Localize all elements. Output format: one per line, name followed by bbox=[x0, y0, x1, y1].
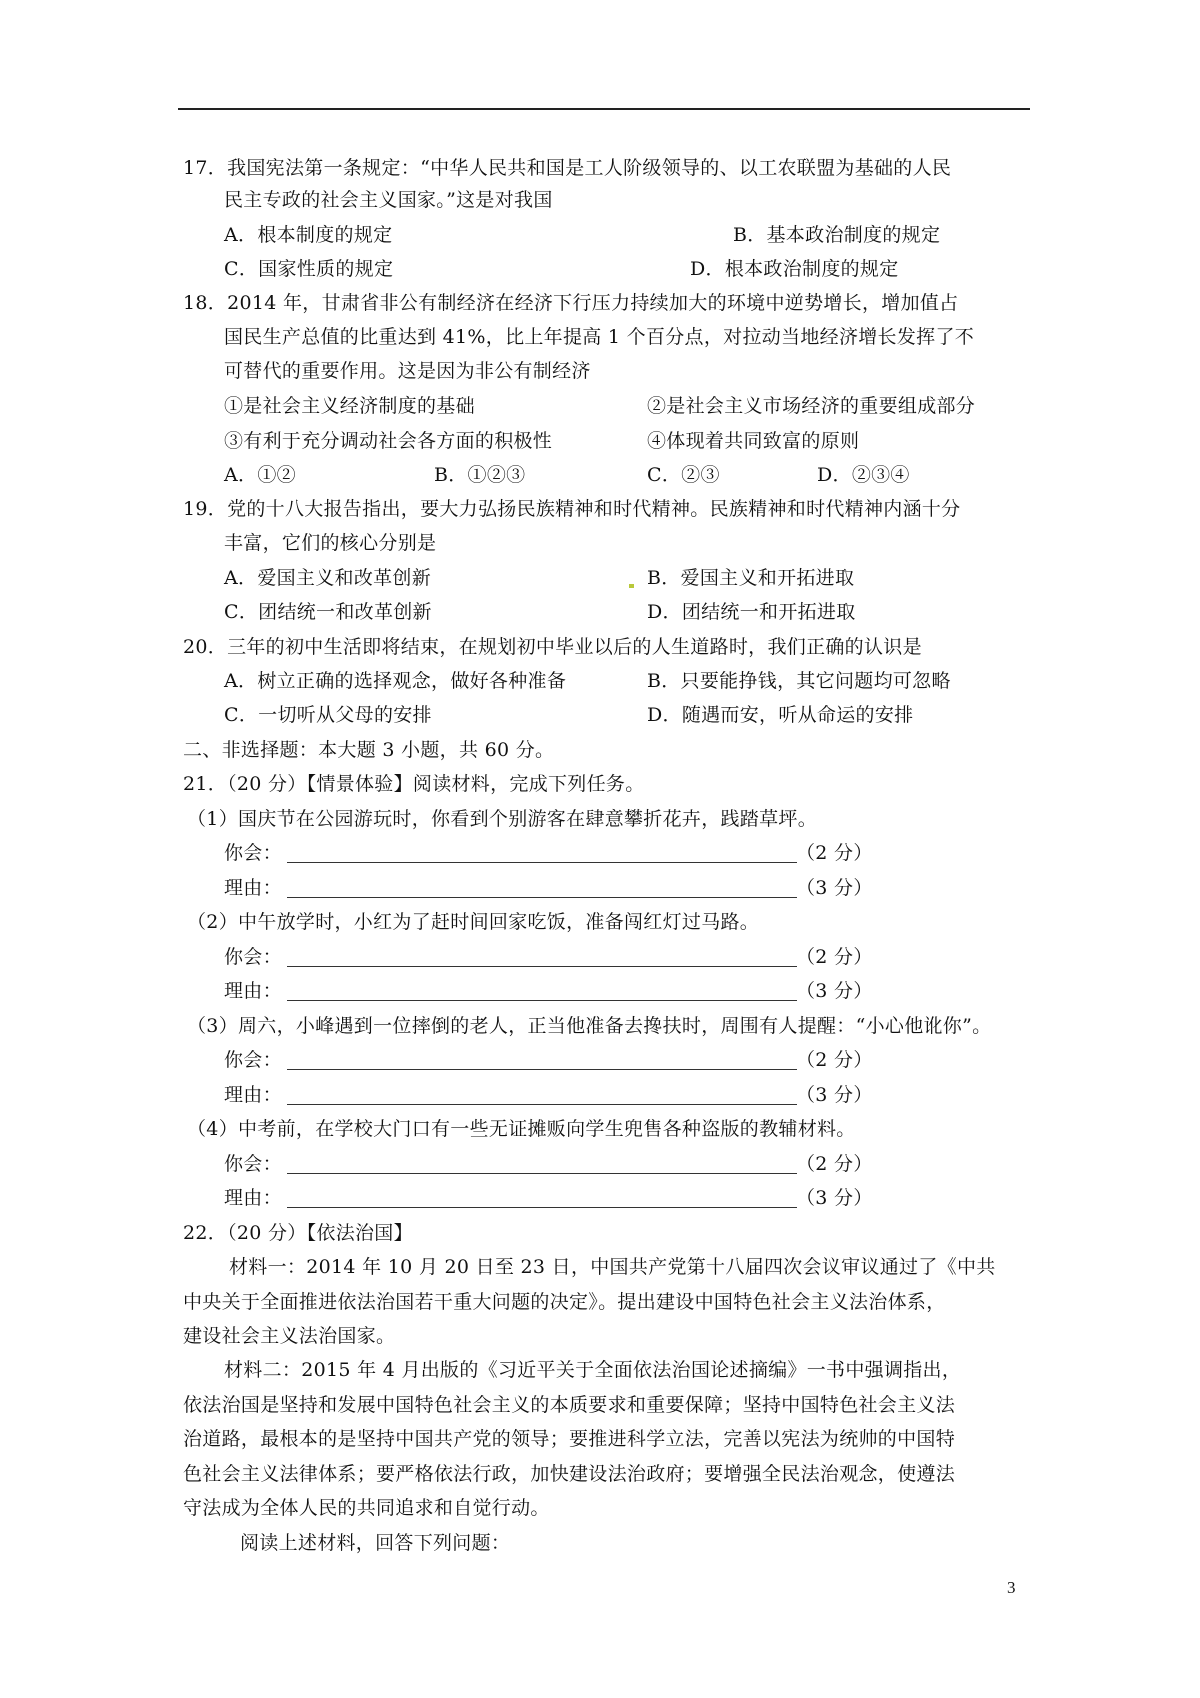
q21-2-reason-blank[interactable] bbox=[287, 1000, 797, 1001]
q22-material1-line1: 材料一：2014 年 10 月 20 日至 23 日，中国共产党第十八届四次会议审议通过了《中共 bbox=[229, 1256, 996, 1278]
q17-option-c: C．国家性质的规定 bbox=[224, 258, 394, 280]
q21-item-3: （3）周六，小峰遇到一位摔倒的老人，正当他准备去搀扶时，周围有人提醒：“小心他讹你”。 bbox=[187, 1015, 992, 1037]
q22-material2-line5: 守法成为全体人民的共同追求和自觉行动。 bbox=[183, 1497, 550, 1519]
q18-option-b: B．①②③ bbox=[434, 464, 526, 486]
q21-3-answer-blank[interactable] bbox=[287, 1069, 797, 1070]
q21-2-answer-label: 你会： bbox=[224, 946, 282, 968]
q18-stem-line1: 18．2014 年，甘肃省非公有制经济在经济下行压力持续加大的环境中逆势增长，增加值占 bbox=[183, 292, 959, 314]
q18-stem-line3: 可替代的重要作用。这是因为非公有制经济 bbox=[224, 360, 591, 382]
q17-option-d: D．根本政治制度的规定 bbox=[690, 258, 899, 280]
section-2-heading: 二、非选择题：本大题 3 小题，共 60 分。 bbox=[183, 739, 555, 761]
q18-statement-4: ④体现着共同致富的原则 bbox=[647, 430, 860, 452]
q18-option-a: A．①② bbox=[224, 464, 296, 486]
q18-option-d: D．②③④ bbox=[817, 464, 910, 486]
q21-3-answer-score: （2 分） bbox=[796, 1049, 873, 1071]
q22-material2-line1: 材料二：2015 年 4 月出版的《习近平关于全面依法治国论述摘编》一书中强调指出， bbox=[224, 1359, 962, 1381]
q18-statement-1: ①是社会主义经济制度的基础 bbox=[224, 395, 475, 417]
scan-speck bbox=[629, 584, 634, 588]
q19-option-c: C．团结统一和改革创新 bbox=[224, 601, 432, 623]
q21-1-reason-blank[interactable] bbox=[287, 897, 797, 898]
q21-header: 21．（20 分）【情景体验】阅读材料，完成下列任务。 bbox=[183, 773, 645, 795]
q19-option-d: D．团结统一和开拓进取 bbox=[647, 601, 856, 623]
q18-stem-line2: 国民生产总值的比重达到 41%，比上年提高 1 个百分点，对拉动当地经济增长发挥了不 bbox=[224, 326, 975, 348]
q21-1-reason-score: （3 分） bbox=[796, 877, 873, 899]
q17-option-a: A．根本制度的规定 bbox=[224, 224, 393, 246]
q22-material2-line2: 依法治国是坚持和发展中国特色社会主义的本质要求和重要保障；坚持中国特色社会主义法 bbox=[183, 1394, 956, 1416]
q21-item-4: （4）中考前，在学校大门口有一些无证摊贩向学生兜售各种盗版的教辅材料。 bbox=[187, 1118, 856, 1140]
q21-1-answer-score: （2 分） bbox=[796, 842, 873, 864]
q22-material2-line3: 治道路，最根本的是坚持中国共产党的领导；要推进科学立法，完善以宪法为统帅的中国特 bbox=[183, 1428, 956, 1450]
q21-4-answer-label: 你会： bbox=[224, 1153, 282, 1175]
q19-option-a: A．爱国主义和改革创新 bbox=[224, 567, 432, 589]
q22-material2-line4: 色社会主义法律体系；要严格依法行政，加快建设法治政府；要增强全民法治观念，使遵法 bbox=[183, 1463, 956, 1485]
q20-option-c: C．一切听从父母的安排 bbox=[224, 704, 432, 726]
q17-stem-line1: 17．我国宪法第一条规定：“中华人民共和国是工人阶级领导的、以工农联盟为基础的人民 bbox=[183, 157, 952, 179]
q21-item-2: （2）中午放学时，小红为了赶时间回家吃饭，准备闯红灯过马路。 bbox=[187, 911, 760, 933]
q21-3-answer-label: 你会： bbox=[224, 1049, 282, 1071]
q17-stem-line2: 民主专政的社会主义国家。”这是对我国 bbox=[224, 189, 553, 211]
page-number: 3 bbox=[1007, 1578, 1016, 1597]
q21-3-reason-score: （3 分） bbox=[796, 1084, 873, 1106]
q21-4-reason-blank[interactable] bbox=[287, 1207, 797, 1208]
q20-option-b: B．只要能挣钱，其它问题均可忽略 bbox=[647, 670, 951, 692]
q21-4-answer-score: （2 分） bbox=[796, 1153, 873, 1175]
q18-statement-3: ③有利于充分调动社会各方面的积极性 bbox=[224, 430, 553, 452]
q22-material1-line3: 建设社会主义法治国家。 bbox=[183, 1325, 396, 1347]
q21-2-reason-score: （3 分） bbox=[796, 980, 873, 1002]
q22-header: 22．（20 分）【依法治国】 bbox=[183, 1222, 413, 1244]
header-rule bbox=[178, 108, 1030, 110]
q21-1-answer-blank[interactable] bbox=[287, 862, 797, 863]
q19-stem-line1: 19．党的十八大报告指出，要大力弘扬民族精神和时代精神。民族精神和时代精神内涵十分 bbox=[183, 498, 961, 520]
q21-2-answer-blank[interactable] bbox=[287, 966, 797, 967]
q22-material1-line2: 中央关于全面推进依法治国若干重大问题的决定》。提出建设中国特色社会主义法治体系， bbox=[183, 1291, 946, 1313]
q21-1-reason-label: 理由： bbox=[224, 877, 282, 899]
q21-3-reason-label: 理由： bbox=[224, 1084, 282, 1106]
q21-4-reason-label: 理由： bbox=[224, 1187, 282, 1209]
q18-option-c: C．②③ bbox=[647, 464, 720, 486]
q21-4-reason-score: （3 分） bbox=[796, 1187, 873, 1209]
q19-option-b: B．爱国主义和开拓进取 bbox=[647, 567, 855, 589]
q20-option-a: A．树立正确的选择观念，做好各种准备 bbox=[224, 670, 567, 692]
q20-stem-line1: 20．三年的初中生活即将结束，在规划初中毕业以后的人生道路时，我们正确的认识是 bbox=[183, 636, 922, 658]
q21-2-reason-label: 理由： bbox=[224, 980, 282, 1002]
q21-4-answer-blank[interactable] bbox=[287, 1173, 797, 1174]
q21-1-answer-label: 你会： bbox=[224, 842, 282, 864]
q17-option-b: B．基本政治制度的规定 bbox=[733, 224, 941, 246]
q22-instruction: 阅读上述材料，回答下列问题： bbox=[240, 1532, 511, 1554]
q21-item-1: （1）国庆节在公园游玩时，你看到个别游客在肆意攀折花卉，践踏草坪。 bbox=[187, 808, 817, 830]
q18-statement-2: ②是社会主义市场经济的重要组成部分 bbox=[647, 395, 976, 417]
q20-option-d: D．随遇而安，听从命运的安排 bbox=[647, 704, 914, 726]
q21-2-answer-score: （2 分） bbox=[796, 946, 873, 968]
q21-3-reason-blank[interactable] bbox=[287, 1104, 797, 1105]
q19-stem-line2: 丰富，它们的核心分别是 bbox=[224, 532, 437, 554]
